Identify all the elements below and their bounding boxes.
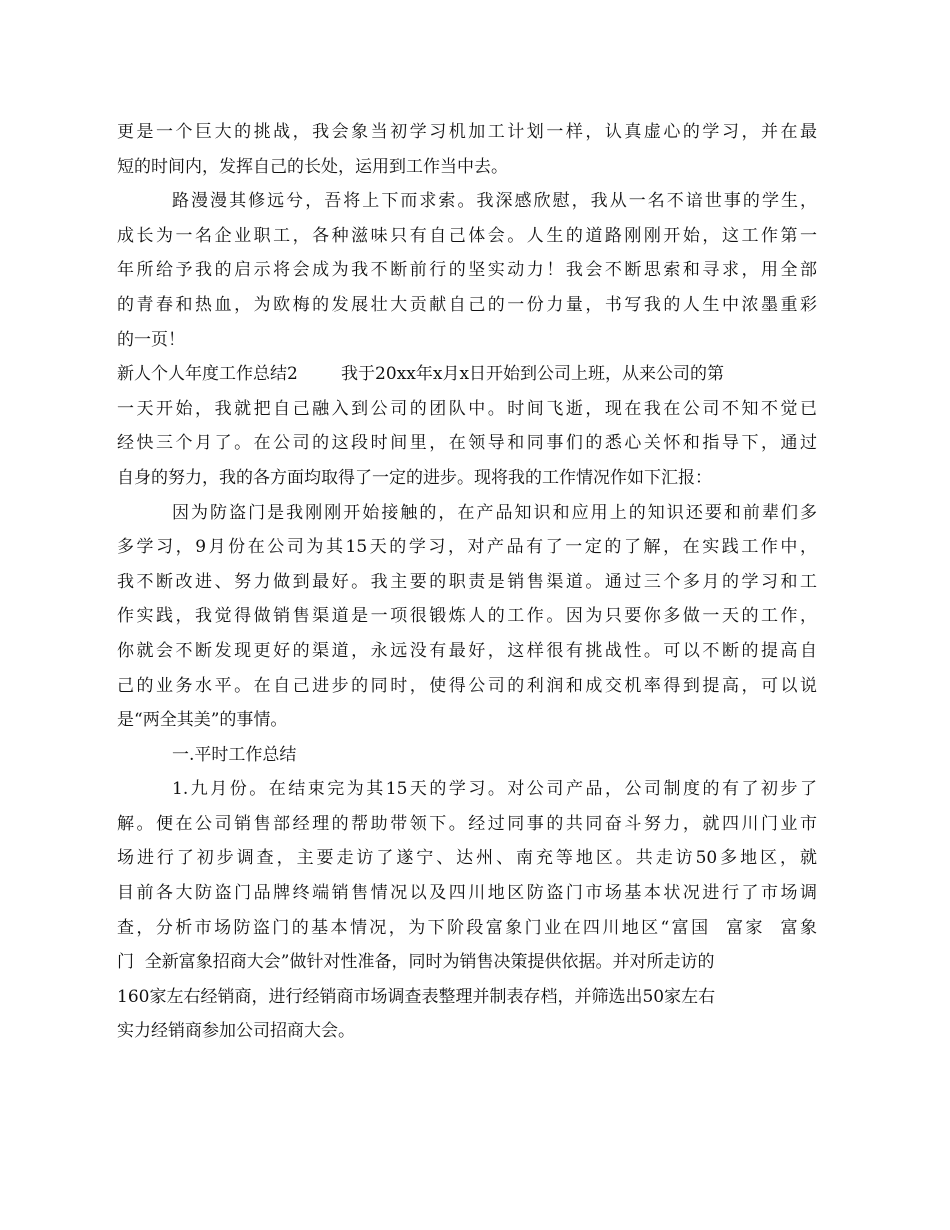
text-line: 路漫漫其修远兮，吾将上下而求索。我深感欣慰，我从一名不谙世事的学生， — [172, 191, 817, 212]
document-body — [117, 115, 817, 1049]
text-line: 成长为一名企业职工，各种滋味只有自己体会。人生的道路刚刚开始，这工作第一 — [117, 225, 817, 246]
text-line: 己的业务水平。在自己进步的同时，使得公司的利润和成交机率得到提高，可以说 — [117, 675, 817, 696]
text-line: 解。便在公司销售部经理的帮助带领下。经过同事的共同奋斗努力，就四川门业市 — [117, 813, 817, 834]
text-line: 查，分析市场防盗门的基本情况，为下阶段富象门业在四川地区“富国 富家 富象 — [117, 917, 817, 938]
subsection-heading: 一.平时工作总结 — [172, 744, 297, 765]
text-line: 多学习，9月份在公司为其15天的学习，对产品有了一定的了解，在实践工作中， — [117, 537, 817, 558]
text-line: 1.九月份。在结束完为其15天的学习。对公司产品，公司制度的有了初步了 — [172, 779, 817, 800]
text-line: 因为防盗门是我刚刚开始接触的，在产品知识和应用上的知识还要和前辈们多 — [172, 502, 817, 523]
text-line: 更是一个巨大的挑战，我会象当初学习机加工计划一样，认真虚心的学习，并在最 — [117, 122, 817, 142]
text-line: 经快三个月了。在公司的这段时间里，在领导和同事们的悉心关怀和指导下，通过 — [117, 433, 817, 454]
text-line: 160家左右经销商，进行经销商市场调查表整理并制表存档，并筛选出50家左右 — [117, 986, 716, 1007]
text-line: 目前各大防盗门品牌终端销售情况以及四川地区防盗门市场基本状况进行了市场调 — [117, 883, 817, 904]
text-line: 你就会不断发现更好的渠道，永远没有最好，这样很有挑战性。可以不断的提高自 — [117, 640, 817, 661]
text-line: 是“两全其美”的事情。 — [117, 710, 288, 731]
text-line: 我不断改进、努力做到最好。我主要的职责是销售渠道。通过三个多月的学习和工 — [117, 571, 817, 592]
text-line: 门 全新富象招商大会”做针对性准备，同时为销售决策提供依据。并对所走访的 — [117, 952, 715, 973]
text-line: 年所给予我的启示将会成为我不断前行的坚实动力！我会不断思索和寻求，用全部 — [117, 260, 817, 281]
text-line: 的青春和热血，为欧梅的发展壮大贡献自己的一份力量，书写我的人生中浓墨重彩 — [117, 294, 817, 315]
text-line: 场进行了初步调查，主要走访了遂宁、达州、南充等地区。共走访50多地区，就 — [117, 848, 817, 869]
text-line: 作实践，我觉得做销售渠道是一项很锻炼人的工作。因为只要你多做一天的工作， — [117, 606, 817, 627]
text-line: 自身的努力，我的各方面均取得了一定的进步。现将我的工作情况作如下汇报： — [117, 467, 712, 488]
text-line: 的一页！ — [117, 329, 185, 350]
section-heading-line: 新人个人年度工作总结2 我于20xx年x月x日开始到公司上班，从来公司的第 — [117, 364, 725, 385]
text-line: 实力经销商参加公司招商大会。 — [117, 1021, 355, 1042]
text-line: 一天开始，我就把自己融入到公司的团队中。时间飞逝，现在我在公司不知不觉已 — [117, 398, 817, 419]
text-line: 短的时间内，发挥自己的长处，运用到工作当中去。 — [117, 156, 508, 177]
